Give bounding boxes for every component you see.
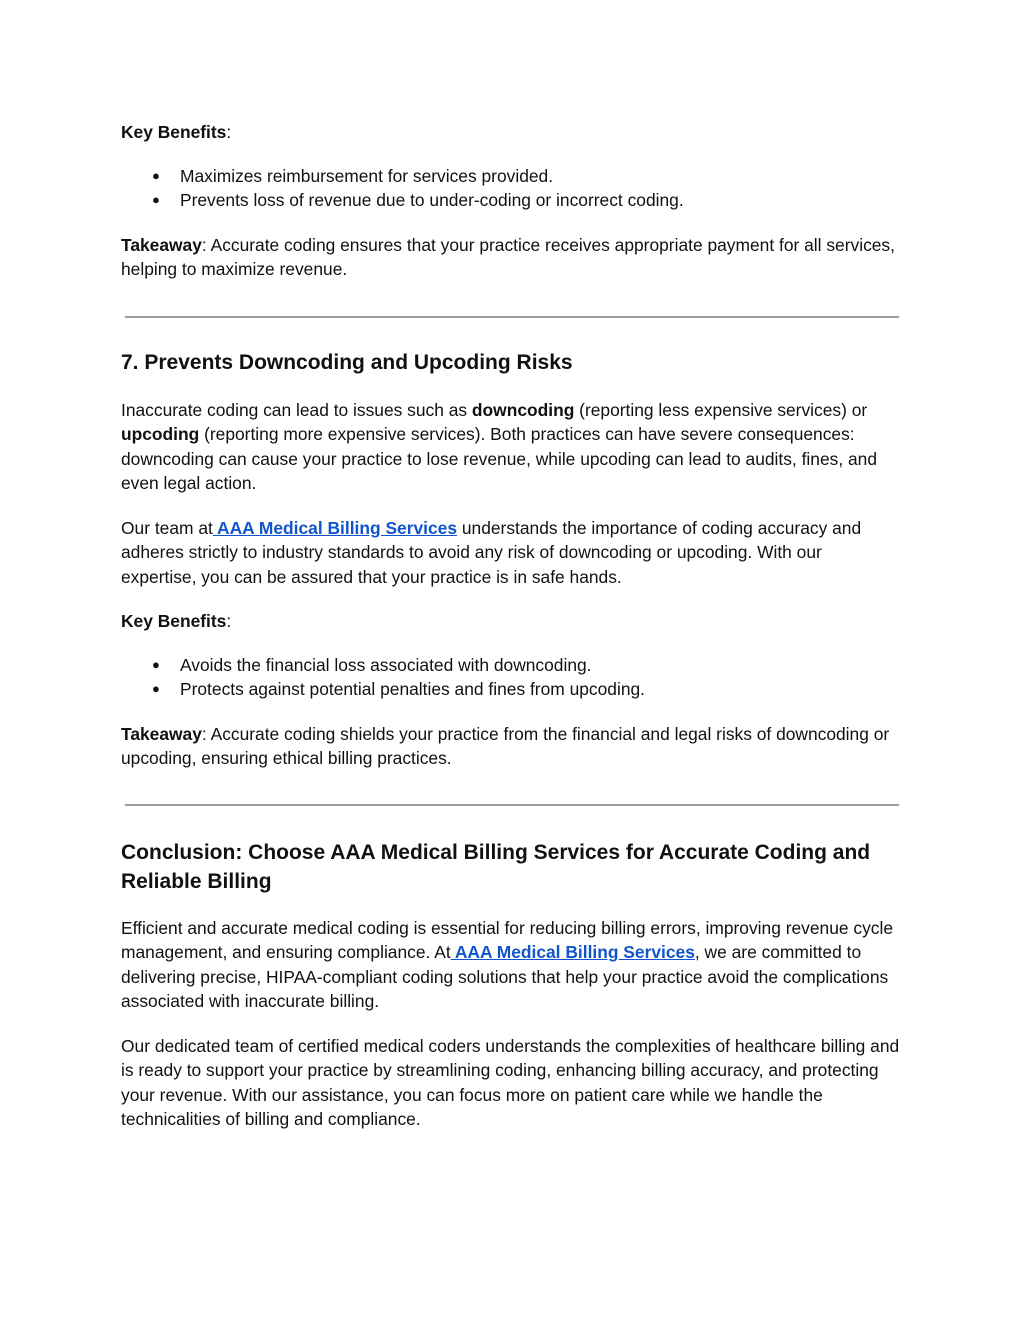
divider: [125, 804, 899, 806]
conclusion-paragraph-1: Efficient and accurate medical coding is essential for reducing billing errors, improving revenue cycle management, and ensuring compliance. At AAA Medical Billing Services, we are committed to delivering precise, HIPAA-compliant coding solutions that help your practice avoid the complications associated with inaccurate billing.: [121, 918, 894, 1012]
list-item: ● Avoids the financial loss associated with downcoding.: [121, 653, 901, 677]
benefits-list-top: [121, 164, 901, 213]
aaa-medical-billing-link[interactable]: AAA Medical Billing Services: [450, 942, 695, 963]
bullet-icon: ●: [152, 168, 160, 183]
aaa-medical-billing-link[interactable]: AAA Medical Billing Services: [212, 518, 458, 538]
divider: [125, 316, 899, 318]
section-7-paragraph-1: Inaccurate coding can lead to issues such as downcoding (reporting less expensive services) or upcoding (reporting more expensive services). Both practices can have severe consequences: downcoding can cause your practice to lose revenue, while upcoding can lead to audits, fines, and even legal action.: [121, 400, 878, 494]
key-benefits-label-section-7: Key Benefits:: [121, 611, 232, 631]
bullet-icon: ●: [152, 657, 160, 672]
key-benefits-label-top: Key Benefits:: [121, 122, 232, 142]
section-7-paragraph-2: Our team at AAA Medical Billing Services understands the importance of coding accuracy and adheres strictly to industry standards to avoid any risk of downcoding or upcoding. With our expertise, you can be assured that your practice is in safe hands.: [121, 518, 862, 587]
list-item: ● Protects against potential penalties and fines from upcoding.: [121, 677, 901, 701]
conclusion-heading: Conclusion: Choose AAA Medical Billing Services for Accurate Coding and Reliable Billing: [121, 841, 871, 893]
bullet-icon: ●: [152, 681, 160, 697]
benefits-list-section-7: [121, 653, 901, 702]
list-item: ● Maximizes reimbursement for services provided.: [121, 164, 901, 188]
takeaway-top: Takeaway: Accurate coding ensures that your practice receives appropriate payment for all services, helping to maximize revenue.: [121, 235, 895, 280]
section-7-heading: 7. Prevents Downcoding and Upcoding Risks: [121, 351, 573, 374]
bullet-icon: ●: [152, 192, 160, 208]
conclusion-paragraph-2: Our dedicated team of certified medical coders understands the complexities of healthcare billing and is ready to support your practice by streamlining coding, enhancing billing accuracy, and protecting your revenue. With our assistance, you can focus more on patient care while we handle the technicalities of billing and compliance.: [121, 1036, 900, 1130]
list-item: ● Prevents loss of revenue due to under-coding or incorrect coding.: [121, 188, 901, 212]
takeaway-section-7: Takeaway: Accurate coding shields your practice from the financial and legal risks of downcoding or upcoding, ensuring ethical billing practices.: [121, 724, 890, 769]
